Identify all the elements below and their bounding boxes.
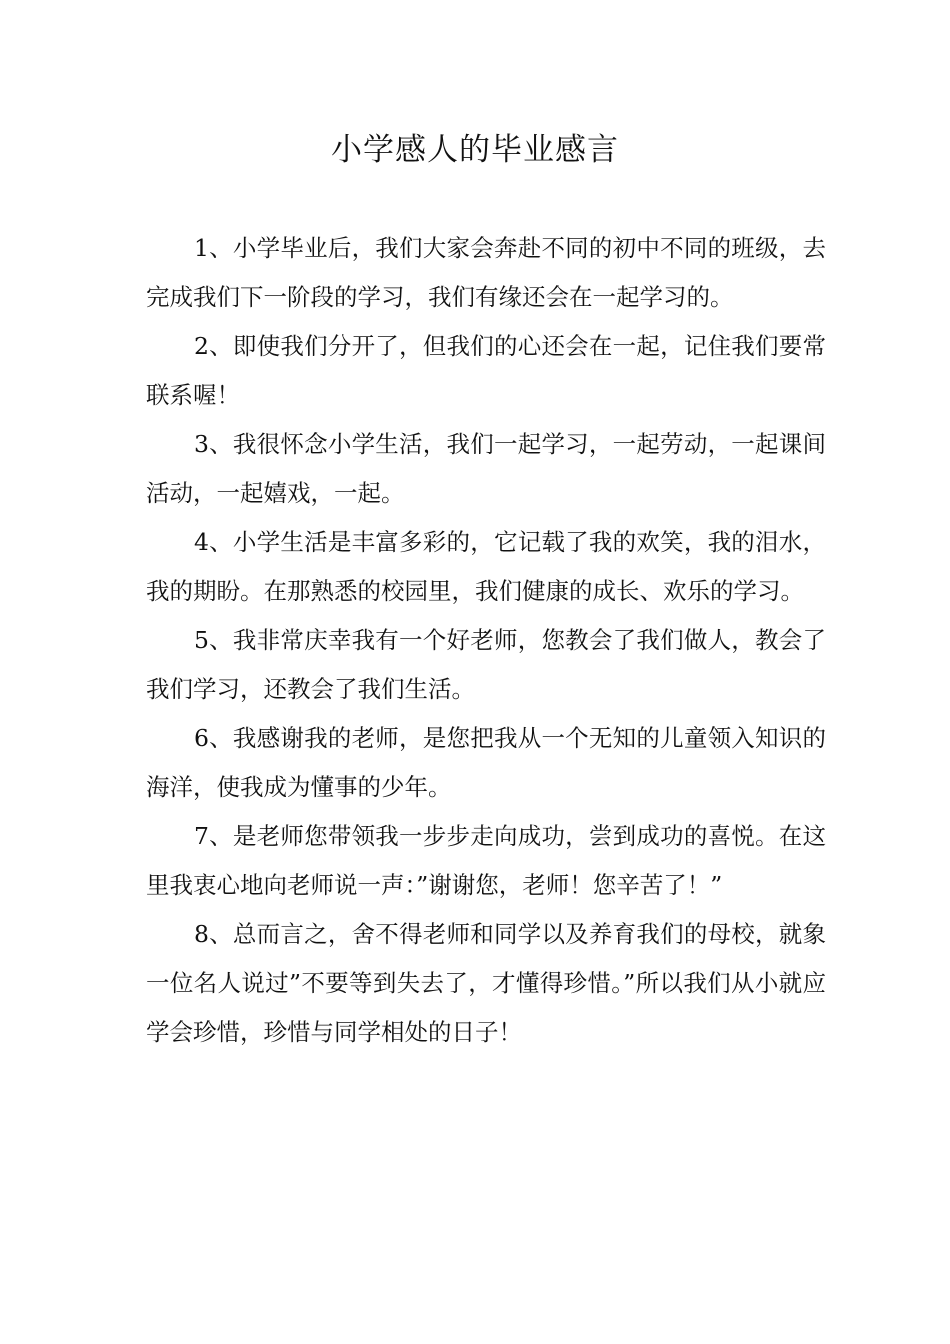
- document-body: [146, 224, 826, 1057]
- paragraph-6: 6、我感谢我的老师，是您把我从一个无知的儿童领入知识的海洋，使我成为懂事的少年。: [146, 724, 826, 801]
- paragraph-1: 1、小学毕业后，我们大家会奔赴不同的初中不同的班级，去完成我们下一阶段的学习，我们有缘还会在一起学习的。: [146, 234, 826, 311]
- document-title: 小学感人的毕业感言: [331, 132, 619, 168]
- paragraph-3: 3、我很怀念小学生活，我们一起学习，一起劳动，一起课间活动，一起嬉戏，一起。: [146, 430, 826, 507]
- paragraph-5: 5、我非常庆幸我有一个好老师，您教会了我们做人，教会了我们学习，还教会了我们生活。: [146, 626, 826, 703]
- paragraph-8: 8、总而言之，舍不得老师和同学以及养育我们的母校，就象一位名人说过”不要等到失去了，才懂得珍惜。”所以我们从小就应学会珍惜，珍惜与同学相处的日子！: [146, 920, 826, 1046]
- paragraph-2: 2、即使我们分开了，但我们的心还会在一起，记住我们要常联系喔！: [146, 332, 826, 409]
- paragraph-4: 4、小学生活是丰富多彩的，它记载了我的欢笑，我的泪水，我的期盼。在那熟悉的校园里，我们健康的成长、欢乐的学习。: [146, 528, 826, 605]
- paragraph-7: 7、是老师您带领我一步步走向成功，尝到成功的喜悦。在这里我衷心地向老师说一声：”谢谢您，老师！您辛苦了！”: [146, 822, 826, 899]
